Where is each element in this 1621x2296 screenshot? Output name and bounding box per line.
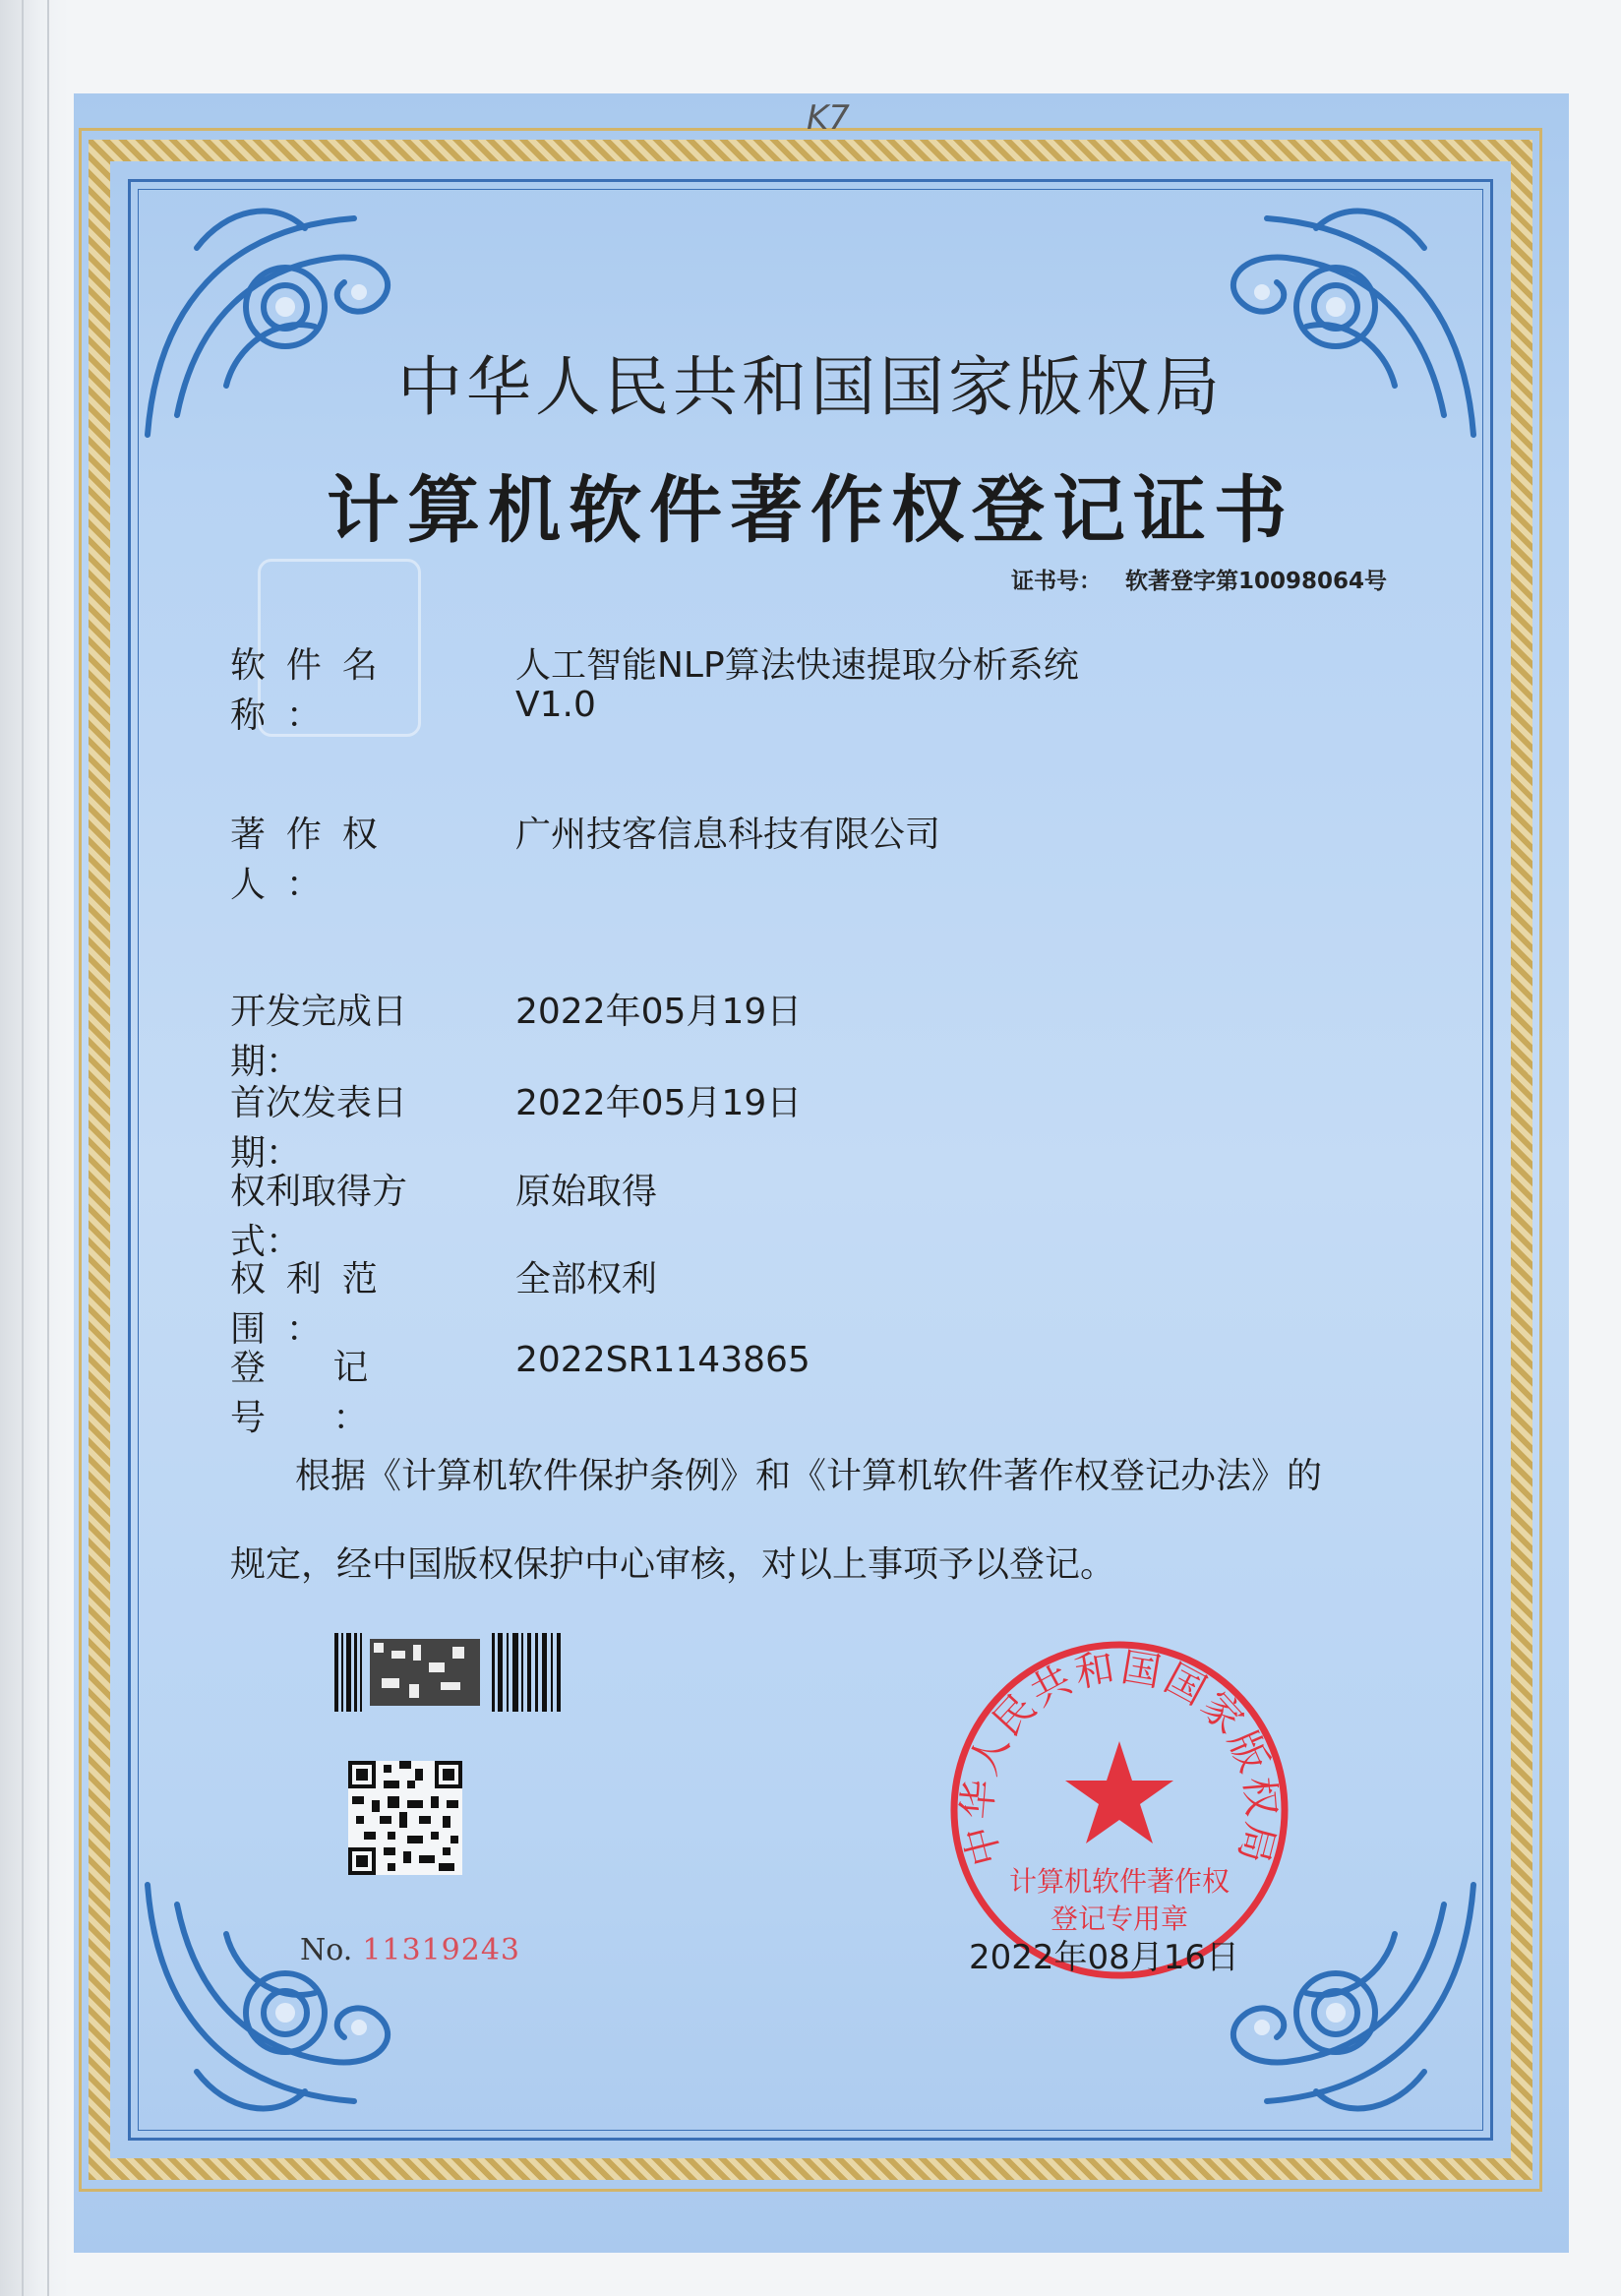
acquire-method-value: 原始取得 xyxy=(515,1172,658,1212)
document-serial-prefix: No. xyxy=(300,1933,353,1967)
software-version-value: V1.0 xyxy=(515,685,596,725)
certificate-title: 计算机软件著作权登记证书 xyxy=(327,468,1294,553)
registration-number-label: 登记号： xyxy=(230,1348,436,1438)
software-name-label: 软件名称： xyxy=(230,645,398,736)
software-name-value: 人工智能NLP算法快速提取分析系统 xyxy=(515,645,1079,686)
dev-date-value: 2022年05月19日 xyxy=(515,992,803,1032)
certificate-number-label: 证书号： xyxy=(1010,569,1102,594)
statement-line-2: 规定，经中国版权保护中心审核，对以上事项予以登记。 xyxy=(230,1544,1116,1585)
publish-date-label: 首次发表日期： xyxy=(230,1083,408,1174)
seal-inner-line-2: 登记专用章 xyxy=(1050,1903,1189,1935)
corner-ornament-bottom-left xyxy=(138,1865,443,2131)
registration-number-value: 2022SR1143865 xyxy=(515,1340,810,1380)
certificate-number xyxy=(1011,563,1387,595)
handwritten-mark: K7 xyxy=(807,98,850,138)
issue-date: 2022年08月16日 xyxy=(969,1938,1240,1977)
dev-date-label: 开发完成日期： xyxy=(230,992,408,1082)
barcode xyxy=(334,1633,566,1712)
seal-inner-line-1: 计算机软件著作权 xyxy=(1008,1865,1231,1898)
statement-line-1: 根据《计算机软件保护条例》和《计算机软件著作权登记办法》的 xyxy=(295,1456,1323,1496)
rights-scope-label: 权利范围： xyxy=(230,1259,398,1350)
seal-ring-text: 中华人民共和国国家版权局 xyxy=(954,1645,1285,1871)
publish-date-value: 2022年05月19日 xyxy=(515,1083,803,1123)
issuing-authority: 中华人民共和国国家版权局 xyxy=(397,349,1224,425)
qr-code xyxy=(348,1761,462,1875)
document-serial-number xyxy=(300,1933,520,1967)
certificate-number-value: 软著登字第10098064号 xyxy=(1124,569,1387,594)
owner-label: 著作权人： xyxy=(230,815,398,905)
document-serial-value: 11319243 xyxy=(362,1933,521,1967)
owner-value: 广州技客信息科技有限公司 xyxy=(515,815,941,855)
rights-scope-value: 全部权利 xyxy=(515,1259,658,1299)
acquire-method-label: 权利取得方式： xyxy=(230,1172,408,1262)
